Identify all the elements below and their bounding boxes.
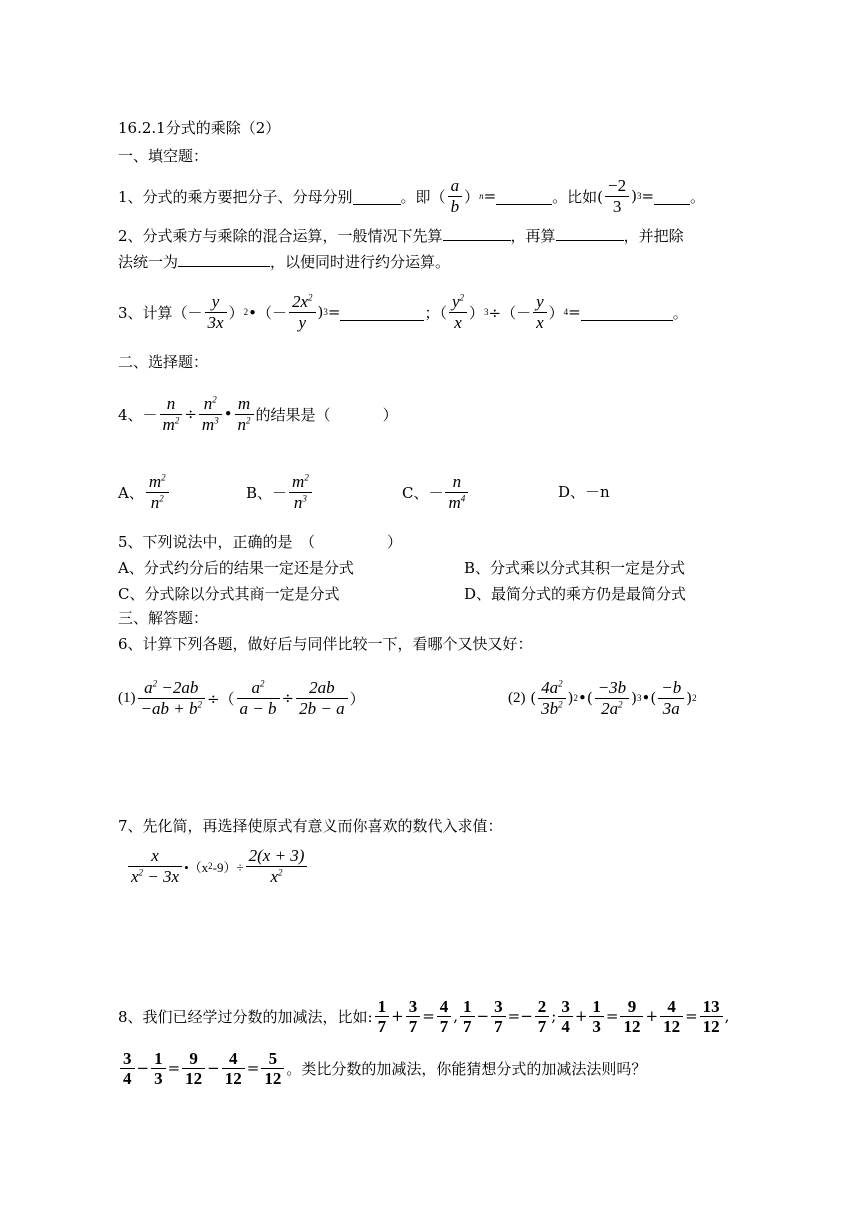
q4-option-d[interactable]: D、－n <box>558 483 610 501</box>
q4-option-a[interactable] <box>118 466 171 518</box>
q7-expression: $\frac{x}{x^2 - 3x}$ •（x 2 -9）÷ $\frac{2(x + 3)}{x^2}$ <box>126 840 309 892</box>
q1-text-h: 。 <box>690 187 706 206</box>
question-5-stem <box>118 532 402 552</box>
question-1: 1、分式的乘方要把分子、分母分别 。即（ $\frac{a}{b}$ ） n = 。比如( $\frac{-2}{3}$ ) 3 = 。 <box>118 175 706 216</box>
q8-text-a: 8、我们已经学过分数的加减法，比如: <box>118 1007 373 1026</box>
q4-option-c-label: C、－ <box>402 483 444 502</box>
q1-text-e: 。比如( <box>552 187 604 206</box>
question-7-stem: 7、先化简，再选择使原式有意义而你喜欢的数代入求值： <box>118 817 503 835</box>
question-4 <box>118 386 398 442</box>
q3-text-h: 。 <box>672 303 688 322</box>
question-3: 3、计算（－ $\frac{y}{3x}$ ） 2 •（－ $\frac{2x^2}{y}$ ) 3 = ；（ $\frac{y^2}{x}$ ） 3 ÷（－ $\frac{y}{x}$ ） 4 = 。 <box>118 291 688 332</box>
question-6-stem: 6、计算下列各题，做好后与同伴比较一下，看哪个又快又好： <box>118 635 533 653</box>
q1-text-c: ） <box>464 187 480 206</box>
q1-text-d: = <box>483 187 497 205</box>
fraction-neg2-over-3: $\frac{-2}{3}$ <box>605 176 629 217</box>
q2-text-d: 法统一为 <box>118 253 179 271</box>
q4-text-c: • <box>223 405 233 423</box>
fraction-neg3b-over-2a2: $\frac{-3b}{2a^2}$ <box>595 678 629 719</box>
q5-option-d[interactable]: D、最简分式的乘方仍是最简分式 <box>464 585 687 603</box>
fraction-y-over-3x: $\frac{y}{3x}$ <box>205 292 227 333</box>
q2-text-c: ，并把除 <box>623 227 684 245</box>
q4-text-e: ） <box>382 405 398 424</box>
q1-blank-2[interactable] <box>496 188 552 205</box>
fraction-n-over-m2: $\frac{n}{m^2}$ <box>160 394 183 435</box>
q1-text-g: = <box>641 187 655 205</box>
q6-part-1: (1) $\frac{a^2 -2ab}{-ab + b^2}$ ÷（ $\frac{a^2}{a - b}$ ÷ $\frac{2ab}{2b - a}$ ） <box>118 677 365 718</box>
q2-text-e: ，以便同时进行约分运算。 <box>270 253 451 271</box>
q6-part-2: (2) ( $\frac{4a^2}{3b^2}$ ) 2 •( $\frac{-3b}{2a^2}$ ) 3 •( $\frac{-b}{3a}$ ) 2 <box>508 677 697 718</box>
q3-text-g: = <box>568 303 581 321</box>
q3-text-c: ) <box>317 303 324 321</box>
question-8-line-1: 8、我们已经学过分数的加减法，比如: $\frac{1}{7}$ + $\frac{3}{7}$ = $\frac{4}{7}$ , $\frac{1}{7}$ − $\frac{3}{7}$ =− $\frac{2}{7}$ ; $\frac{3}{4}$ + $\frac{1}{3}$ = $\frac{9}{12}$ + $\frac{4}{12}$ = $\frac{13}{12}$ , <box>118 996 730 1036</box>
question-2-line-2 <box>118 250 450 272</box>
section-fill-in-heading: 一、填空题： <box>118 147 209 165</box>
q4-text-d: 的结果是（ <box>255 405 331 424</box>
q5-option-c[interactable]: C、分式除以分式其商一定是分式 <box>118 585 340 603</box>
fraction-2x2-over-y: $\frac{2x^2}{y}$ <box>289 292 316 333</box>
q4-option-c[interactable] <box>402 466 470 518</box>
fraction-x-over-x2-3x: $\frac{x}{x^2 - 3x}$ <box>128 846 182 887</box>
q4-option-b[interactable] <box>246 466 314 518</box>
fraction-m2-over-n2: $\frac{m^2}{n^2}$ <box>146 472 169 513</box>
fraction-n-over-m4: $\frac{n}{m^4}$ <box>445 472 468 513</box>
q1-blank-3[interactable] <box>654 188 690 205</box>
fraction-n2-over-m3: $\frac{n^2}{m^3}$ <box>199 394 222 435</box>
q3-text-d: = <box>327 303 341 321</box>
q7-middle-text: •（x <box>184 859 209 875</box>
q1-text-f: ) <box>631 187 637 205</box>
q5-option-b[interactable]: B、分式乘以分式其积一定是分式 <box>464 559 686 577</box>
question-2-line-1 <box>118 224 684 246</box>
q6-part-2-label: (2) <box>508 689 526 706</box>
fraction-y-over-x: $\frac{y}{x}$ <box>533 292 547 333</box>
fraction-a2-2ab-over-ab-b2: $\frac{a^2 -2ab}{-ab + b^2}$ <box>138 678 205 719</box>
q7-middle-text-2: -9）÷ <box>212 859 244 875</box>
q3-text-f: ÷（－ <box>488 303 532 322</box>
section-solve-heading: 三、解答题： <box>118 609 209 627</box>
q4-text-b: ÷ <box>184 405 197 423</box>
q3-blank-2[interactable] <box>581 304 673 321</box>
q2-blank-1[interactable] <box>443 224 511 241</box>
q1-text-a: 1、分式的乘方要把分子、分母分别 <box>118 187 353 206</box>
fraction-negb-over-3a: $\frac{-b}{3a}$ <box>658 678 684 719</box>
q5-stem-text: 5、下列说法中，正确的是 （ <box>118 533 316 551</box>
fraction-a2-over-a-b: $\frac{a^2}{a - b}$ <box>237 678 280 719</box>
q4-option-a-label: A、 <box>118 483 144 502</box>
fraction-m2-over-n3: $\frac{m^2}{n^3}$ <box>289 472 312 513</box>
q2-blank-2[interactable] <box>556 224 624 241</box>
fraction-4a2-over-3b2: $\frac{4a^2}{3b^2}$ <box>538 678 566 719</box>
q5-option-a[interactable]: A、分式约分后的结果一定还是分式 <box>118 559 354 577</box>
fraction-a-over-b: $\frac{a}{b}$ <box>448 176 463 217</box>
q1-blank-1[interactable] <box>353 188 401 205</box>
fraction-2ab-over-2b-a: $\frac{2ab}{2b - a}$ <box>296 678 347 719</box>
question-8-line-2: $\frac{3}{4}$ − $\frac{1}{3}$ = $\frac{9}{12}$ − $\frac{4}{12}$ = $\frac{5}{12}$ 。类比分数的加减法，你能猜想分式的加减法法则吗？ <box>118 1044 646 1092</box>
q3-text-a: 3、计算（－ <box>118 303 203 322</box>
fraction-y2-over-x: $\frac{y^2}{x}$ <box>449 292 467 333</box>
q6-part-1-label: (1) <box>118 689 136 706</box>
section-choice-heading: 二、选择题： <box>118 353 209 371</box>
q3-blank-1[interactable] <box>340 304 424 321</box>
q1-text-b: 。即（ <box>400 187 446 206</box>
q4-option-b-label: B、－ <box>246 483 288 502</box>
q3-text-e: ；（ <box>424 303 447 322</box>
q5-close-paren: ） <box>387 533 403 551</box>
q2-blank-3[interactable] <box>178 250 270 267</box>
q3-text-b: •（－ <box>248 303 287 322</box>
fraction-2x3-over-x2: $\frac{2(x + 3)}{x^2}$ <box>246 846 308 887</box>
q2-text-b: ，再算 <box>510 227 556 245</box>
q2-text-a: 2、分式乘方与乘除的混合运算，一般情况下先算 <box>118 227 443 245</box>
q4-text-a: 4、－ <box>118 405 158 424</box>
page-title: 16.2.1分式的乘除（2） <box>118 119 281 137</box>
fraction-m-over-n2: $\frac{m}{n^2}$ <box>235 394 254 435</box>
q8-text-b: 。类比分数的加减法，你能猜想分式的加减法法则吗？ <box>286 1059 647 1078</box>
